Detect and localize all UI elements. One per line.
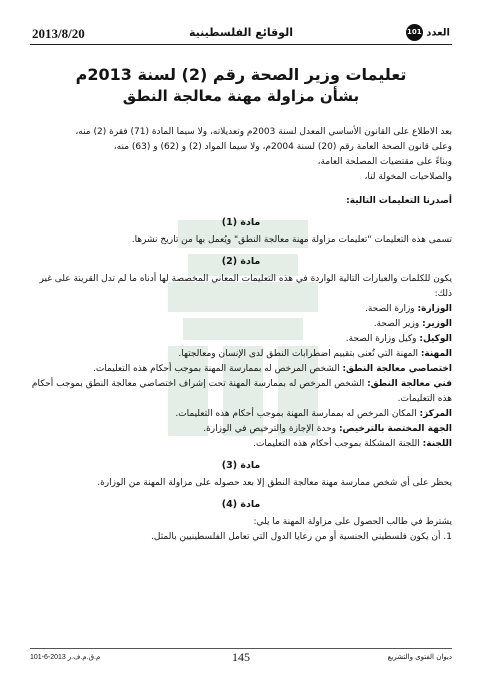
definition-text: الشخص المرخص له بممارسة المهنة تحت إشراف اختصاصي معالجة النطق بموجب أحكام هذه التعليمات. (31, 379, 452, 404)
definition-text: وزارة الصحة. (365, 304, 418, 314)
definition-term: الوزارة: (417, 304, 452, 314)
footer-reference: 101-6-2013 م.ق.م.ف.ر (30, 654, 101, 661)
title-line-1: تعليمات وزير الصحة رقم (2) لسنة 2013م (75, 65, 407, 84)
definition-item (30, 302, 452, 317)
definition-text: المكان المرخص له بممارسة المهنة بموجب أحكام هذه التعليمات. (175, 409, 420, 419)
article-4-heading: مادة (4) (221, 499, 261, 510)
preamble-paragraph: وبناءً على مقتضيات المصلحة العامة، (317, 157, 452, 167)
gazette-title: الوقائع الفلسطينية (189, 26, 293, 39)
article-4-item-1: 1. أن يكون فلسطيني الجنسية أو من رعايا الدول التي تعامل الفلسطينيين بالمثل. (151, 532, 452, 542)
issue-date: 2013/8/20 (32, 26, 85, 41)
preamble-paragraph: بعد الاطلاع على القانون الأساسي المعدل لسنة 2003م وتعديلاته، ولا سيما المادة (71) فقرة (2) منه، (75, 127, 452, 137)
issue-indicator (403, 24, 450, 41)
issued-heading: أصدرنا التعليمات التالية: (346, 196, 452, 206)
definition-item (30, 407, 452, 422)
definition-text: المهنة التي تُعنى بتقييم اضطرابات النطق لدى الإنسان ومعالجتها. (178, 349, 421, 359)
definition-item (30, 377, 452, 407)
article-1-text: تسمى هذه التعليمات "تعليمات مزاولة مهنة معالجة النطق" ويُعمل بها من تاريخ نشرها. (131, 235, 452, 245)
definition-term: فني معالجة النطق: (367, 379, 452, 389)
gazette-header (30, 22, 452, 45)
title-line-2: بشأن مزاولة مهنة معالجة النطق (122, 87, 360, 105)
article-2-intro: يكون للكلمات والعبارات التالية الواردة في هذه التعليمات المعاني المخصصة لها أدناه ما لم تدل القرينة على غير ذلك: (39, 274, 452, 299)
definition-term: المهنة: (420, 349, 452, 359)
definition-item (30, 332, 452, 347)
footer-publisher: ديوان الفتوى والتشريع (387, 653, 452, 661)
definition-text: الشخص المرخص له بممارسة المهنة بموجب أحكام هذه التعليمات. (92, 364, 343, 374)
definition-text: اللجنة المشكلة بموجب أحكام هذه التعليمات. (253, 439, 423, 449)
definition-term: الجهة المختصة بالترخيص: (338, 424, 452, 434)
document-title (30, 64, 452, 107)
definition-item (30, 317, 452, 332)
article-3-text: يحظر على أي شخص ممارسة مهنة معالجة النطق إلا بعد حصوله على مزاولة المهنة من الوزارة. (97, 478, 452, 488)
definition-term: الوزير: (422, 319, 452, 329)
definition-text: وزير الصحة. (373, 319, 423, 329)
definition-item (30, 362, 452, 377)
definition-term: الوكيل: (419, 334, 452, 344)
definition-term: المركز: (419, 409, 452, 419)
article-1-heading: مادة (1) (221, 217, 261, 228)
document-body (30, 125, 452, 545)
page-number: 145 (232, 650, 250, 664)
issue-label: العدد (426, 27, 450, 39)
definition-item (30, 437, 452, 452)
issue-number-badge: 101 (406, 24, 423, 41)
page-footer (30, 648, 452, 665)
definition-item (30, 347, 452, 362)
definition-term: اللجنة: (422, 439, 452, 449)
article-4-intro: يشترط في طالب الحصول على مزاولة المهنة ما يلي: (253, 517, 452, 527)
preamble-paragraph: وعلى قانون الصحة العامة رقم (20) لسنة 2004م، ولا سيما المواد (2) و (62) و (63) منه، (113, 142, 452, 152)
definition-text: وحدة الإجازة والترخيص في الوزارة. (203, 424, 339, 434)
article-2-heading: مادة (2) (221, 256, 261, 267)
definition-text: وكيل وزارة الصحة. (345, 334, 420, 344)
article-3-heading: مادة (3) (221, 460, 261, 471)
definition-term: اختصاصي معالجة النطق: (342, 364, 452, 374)
preamble-paragraph: والصلاحيات المخولة لنا، (364, 172, 452, 182)
definition-item (30, 422, 452, 437)
